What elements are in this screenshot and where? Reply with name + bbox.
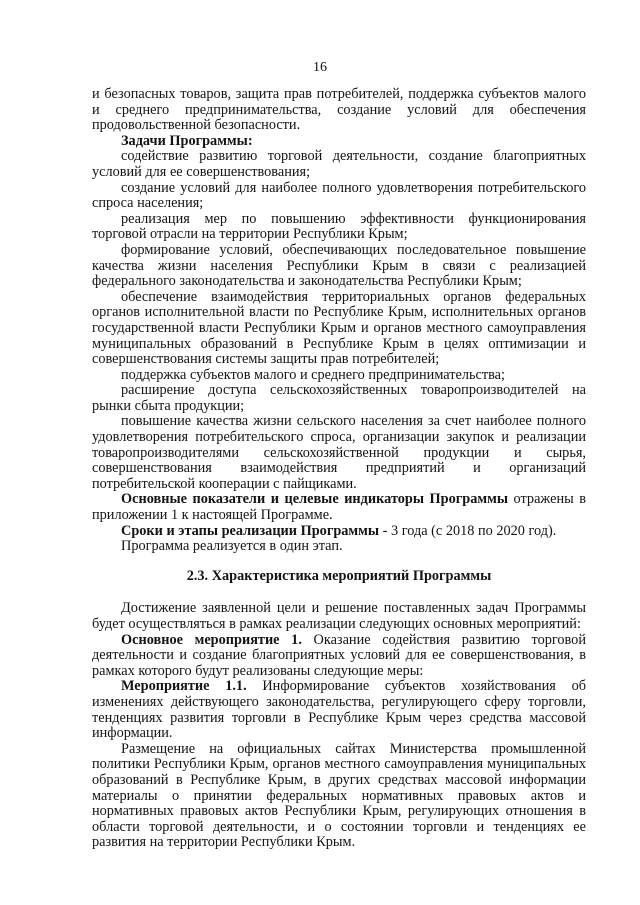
paragraph: и безопасных товаров, защита прав потребителей, поддержка субъектов малого и среднего предпринимательства, создание условий для обеспечения продовольственной безопасности. — [92, 86, 586, 134]
paragraph: Сроки и этапы реализации Программы - 3 года (с 2018 по 2020 год). — [121, 522, 557, 539]
paragraph: Мероприятие 1.1. Информирование субъектов хозяйствования об изменениях действующего законодательства, регулирующего сферу торговли, тенденциях развития торговли в Республике Крым через средства массовой информации. — [92, 678, 586, 742]
document-body — [92, 87, 586, 851]
task-item: реализация мер по повышению эффективности функционирования торговой отрасли на территории Республики Крым; — [92, 210, 586, 243]
tasks-heading: Задачи Программы: — [121, 132, 253, 149]
task-item: обеспечение взаимодействия территориальных органов федеральных органов исполнительной власти по Республике Крым, исполнительных органов государственной власти Республики Крым и органов местного самоуправления муниципальных образований в Республике Крым в целях оптимизации и совершенствования системы защиты прав потребителей; — [92, 288, 586, 368]
task-item: повышение качества жизни сельского населения за счет наиболее полного удовлетворения потребительского спроса, организации закупок и реализации товаропроизводителями сельскохозяйственной продукции и сырья, совершенствования взаимодействия предприятий и организаций потребительской кооперации с пайщиками. — [92, 413, 586, 492]
task-item: расширение доступа сельскохозяйственных товаропроизводителей на рынки сбыта продукции; — [92, 382, 586, 414]
paragraph: Размещение на официальных сайтах Министерства промышленной политики Республики Крым, органов местного самоуправления муниципальных образований в Республике Крым, в других средствах массовой информации материалы о принятии федеральных нормативных правовых актов и нормативных правовых актов Республики Крым, регулирующих отношения в области торговой деятельности, и о состоянии торговли и тенденциях ее развития на территории Республики Крым. — [92, 740, 586, 851]
paragraph: Достижение заявленной цели и решение поставленных задач Программы будет осуществляться в рамках реализации следующих основных мероприятий: — [92, 600, 586, 632]
paragraph: Программа реализуется в один этап. — [121, 538, 343, 555]
task-item: создание условий для наиболее полного удовлетворения потребительского спроса населения; — [92, 179, 586, 212]
task-item: формирование условий, обеспечивающих последовательное повышение качества жизни населения Республики Крым в связи с реализацией федерального законодательства и законодательства Республики Крым; — [92, 241, 586, 290]
paragraph: Основные показатели и целевые индикаторы Программы отражены в приложении 1 к настоящей Программе. — [92, 491, 586, 524]
section-heading: 2.3. Характеристика мероприятий Программы — [186, 567, 492, 584]
paragraph: Основное мероприятие 1. Оказание содействия развитию торговой деятельности и создание благоприятных условий для ее совершенствования, в рамках которого будут реализованы следующие меры: — [92, 631, 586, 679]
task-item: поддержка субъектов малого и среднего предпринимательства; — [121, 366, 505, 383]
task-item: содействие развитию торговой деятельности, создание благоприятных условий для ее совершенствования; — [92, 148, 586, 180]
page-number: 16 — [313, 60, 327, 75]
